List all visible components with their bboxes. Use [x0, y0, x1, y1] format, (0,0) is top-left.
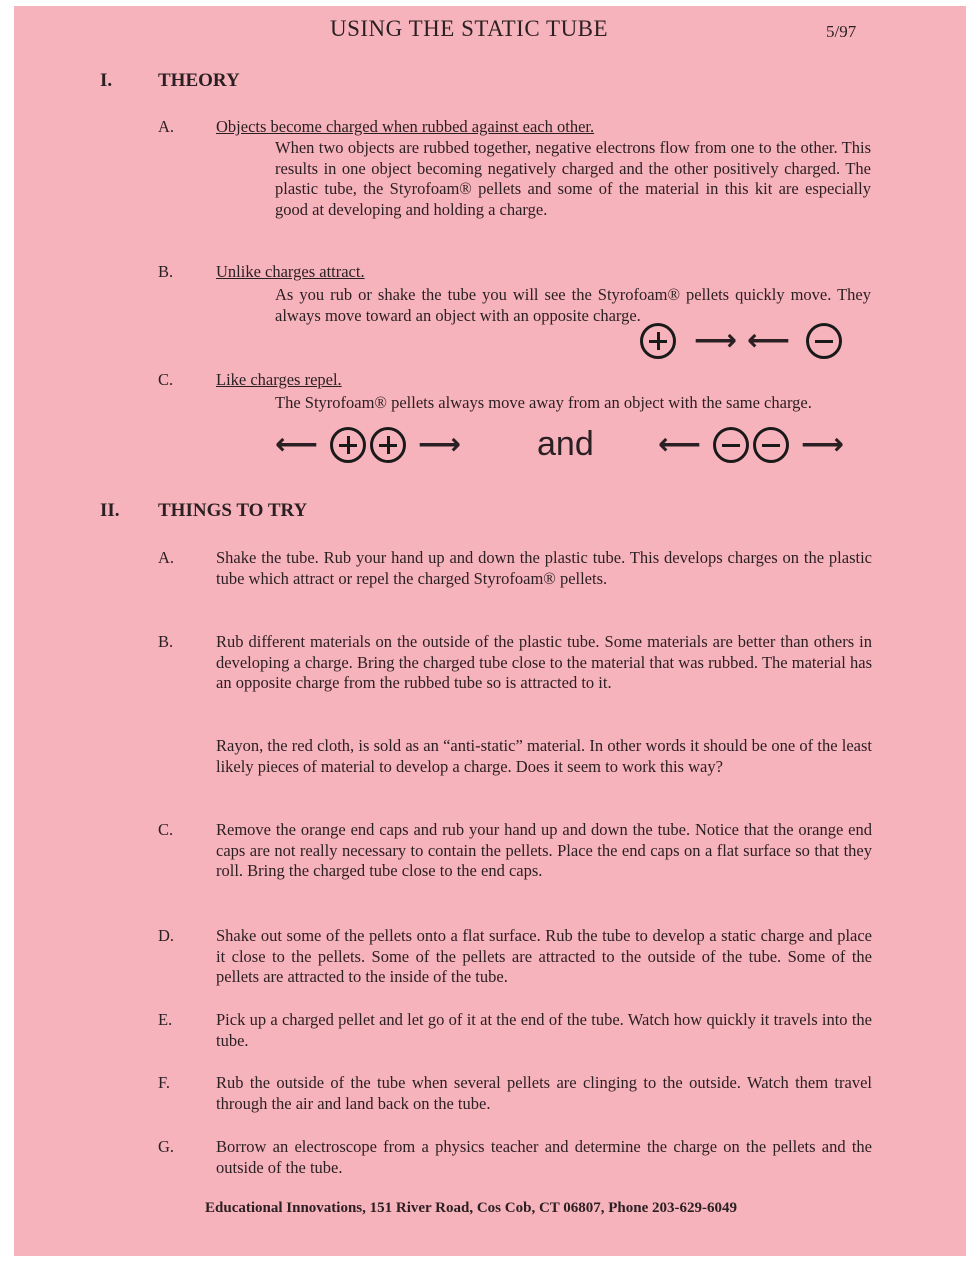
item-letter: A.	[158, 117, 175, 136]
item-letter: B.	[158, 632, 174, 651]
document-date: 5/97	[826, 22, 857, 41]
repel-diagram-negative	[658, 427, 844, 463]
item-text: The Styrofoam® pellets always move away from an object with the same charge.	[275, 393, 812, 412]
item-text: Borrow an electroscope from a physics teacher and determine the charge on the pellets and the outside of the tube.	[216, 1137, 872, 1177]
item-letter: A.	[158, 548, 175, 567]
item-text: Shake the tube. Rub your hand up and down the plastic tube. This develops charges on the plastic tube which attract or repel the charged Styrofoam® pellets.	[216, 548, 872, 588]
item-letter: C.	[158, 820, 174, 839]
item-text: Pick up a charged pellet and let go of it at the end of the tube. Watch how quickly it travels into the tube.	[216, 1010, 872, 1050]
item-text: Shake out some of the pellets onto a flat surface. Rub the tube to develop a static charge and place it close to the pellets. Some of the pellets are attracted to the outside of the tube. Some of the pellets are attracted to the inside of the tube.	[216, 926, 872, 986]
item-text: Rayon, the red cloth, is sold as an “anti-static” material. In other words it should be one of the least likely pieces of material to develop a charge. Does it seem to work this way?	[216, 736, 872, 776]
right-arrow-icon: ⟶	[694, 323, 738, 358]
right-arrow-icon: ⟶	[418, 427, 462, 462]
section-number: II.	[100, 500, 120, 521]
negative-charge-icon	[806, 323, 842, 359]
section-number: I.	[100, 70, 113, 91]
item-heading: Objects become charged when rubbed against each other.	[216, 117, 595, 136]
item-letter: C.	[158, 370, 174, 389]
item-text: Remove the orange end caps and rub your hand up and down the tube. Notice that the orange end caps are not really necessary to contain the pellets. Place the end caps on a flat surface so that they roll. Bring the charged tube close to the end caps.	[216, 820, 872, 880]
item-letter: F.	[158, 1073, 170, 1092]
right-arrow-icon: ⟶	[801, 427, 845, 462]
footer-contact: Educational Innovations, 151 River Road, Cos Cob, CT 06807, Phone 203-629-6049	[205, 1200, 738, 1216]
positive-charge-icon	[640, 323, 676, 359]
item-text: Rub the outside of the tube when several pellets are clinging to the outside. Watch them travel through the air and land back on the tube.	[216, 1073, 872, 1113]
item-text: When two objects are rubbed together, negative electrons flow from one to the other. This results in one object becoming negatively charged and the other positively charged. The plastic tube, the Styrofoam® pellets and some of the material in this kit are especially good at developing and holding a charge.	[275, 138, 871, 219]
item-letter: G.	[158, 1137, 175, 1156]
negative-charge-icon	[753, 427, 789, 463]
section-title: THEORY	[158, 70, 240, 91]
negative-charge-icon	[713, 427, 749, 463]
section-title: THINGS TO TRY	[158, 500, 308, 521]
attract-diagram	[640, 323, 842, 359]
left-arrow-icon: ⟵	[747, 323, 791, 358]
item-text: As you rub or shake the tube you will see the Styrofoam® pellets quickly move. They always move toward an object with an opposite charge.	[275, 285, 871, 325]
item-letter: D.	[158, 926, 175, 945]
diagram-conjunction: and	[537, 425, 594, 463]
positive-charge-icon	[330, 427, 366, 463]
page-title: USING THE STATIC TUBE	[330, 16, 609, 41]
left-arrow-icon: ⟵	[275, 427, 319, 462]
item-heading: Like charges repel.	[216, 370, 342, 389]
repel-diagram-positive	[275, 427, 461, 463]
positive-charge-icon	[370, 427, 406, 463]
left-arrow-icon: ⟵	[658, 427, 702, 462]
item-text: Rub different materials on the outside of the plastic tube. Some materials are better than others in developing a charge. Bring the charged tube close to the material that was rubbed. The material has an opposite charge from the rubbed tube so is attracted to it.	[216, 632, 872, 692]
item-letter: E.	[158, 1010, 173, 1029]
item-letter: B.	[158, 262, 174, 281]
item-heading: Unlike charges attract.	[216, 262, 365, 281]
